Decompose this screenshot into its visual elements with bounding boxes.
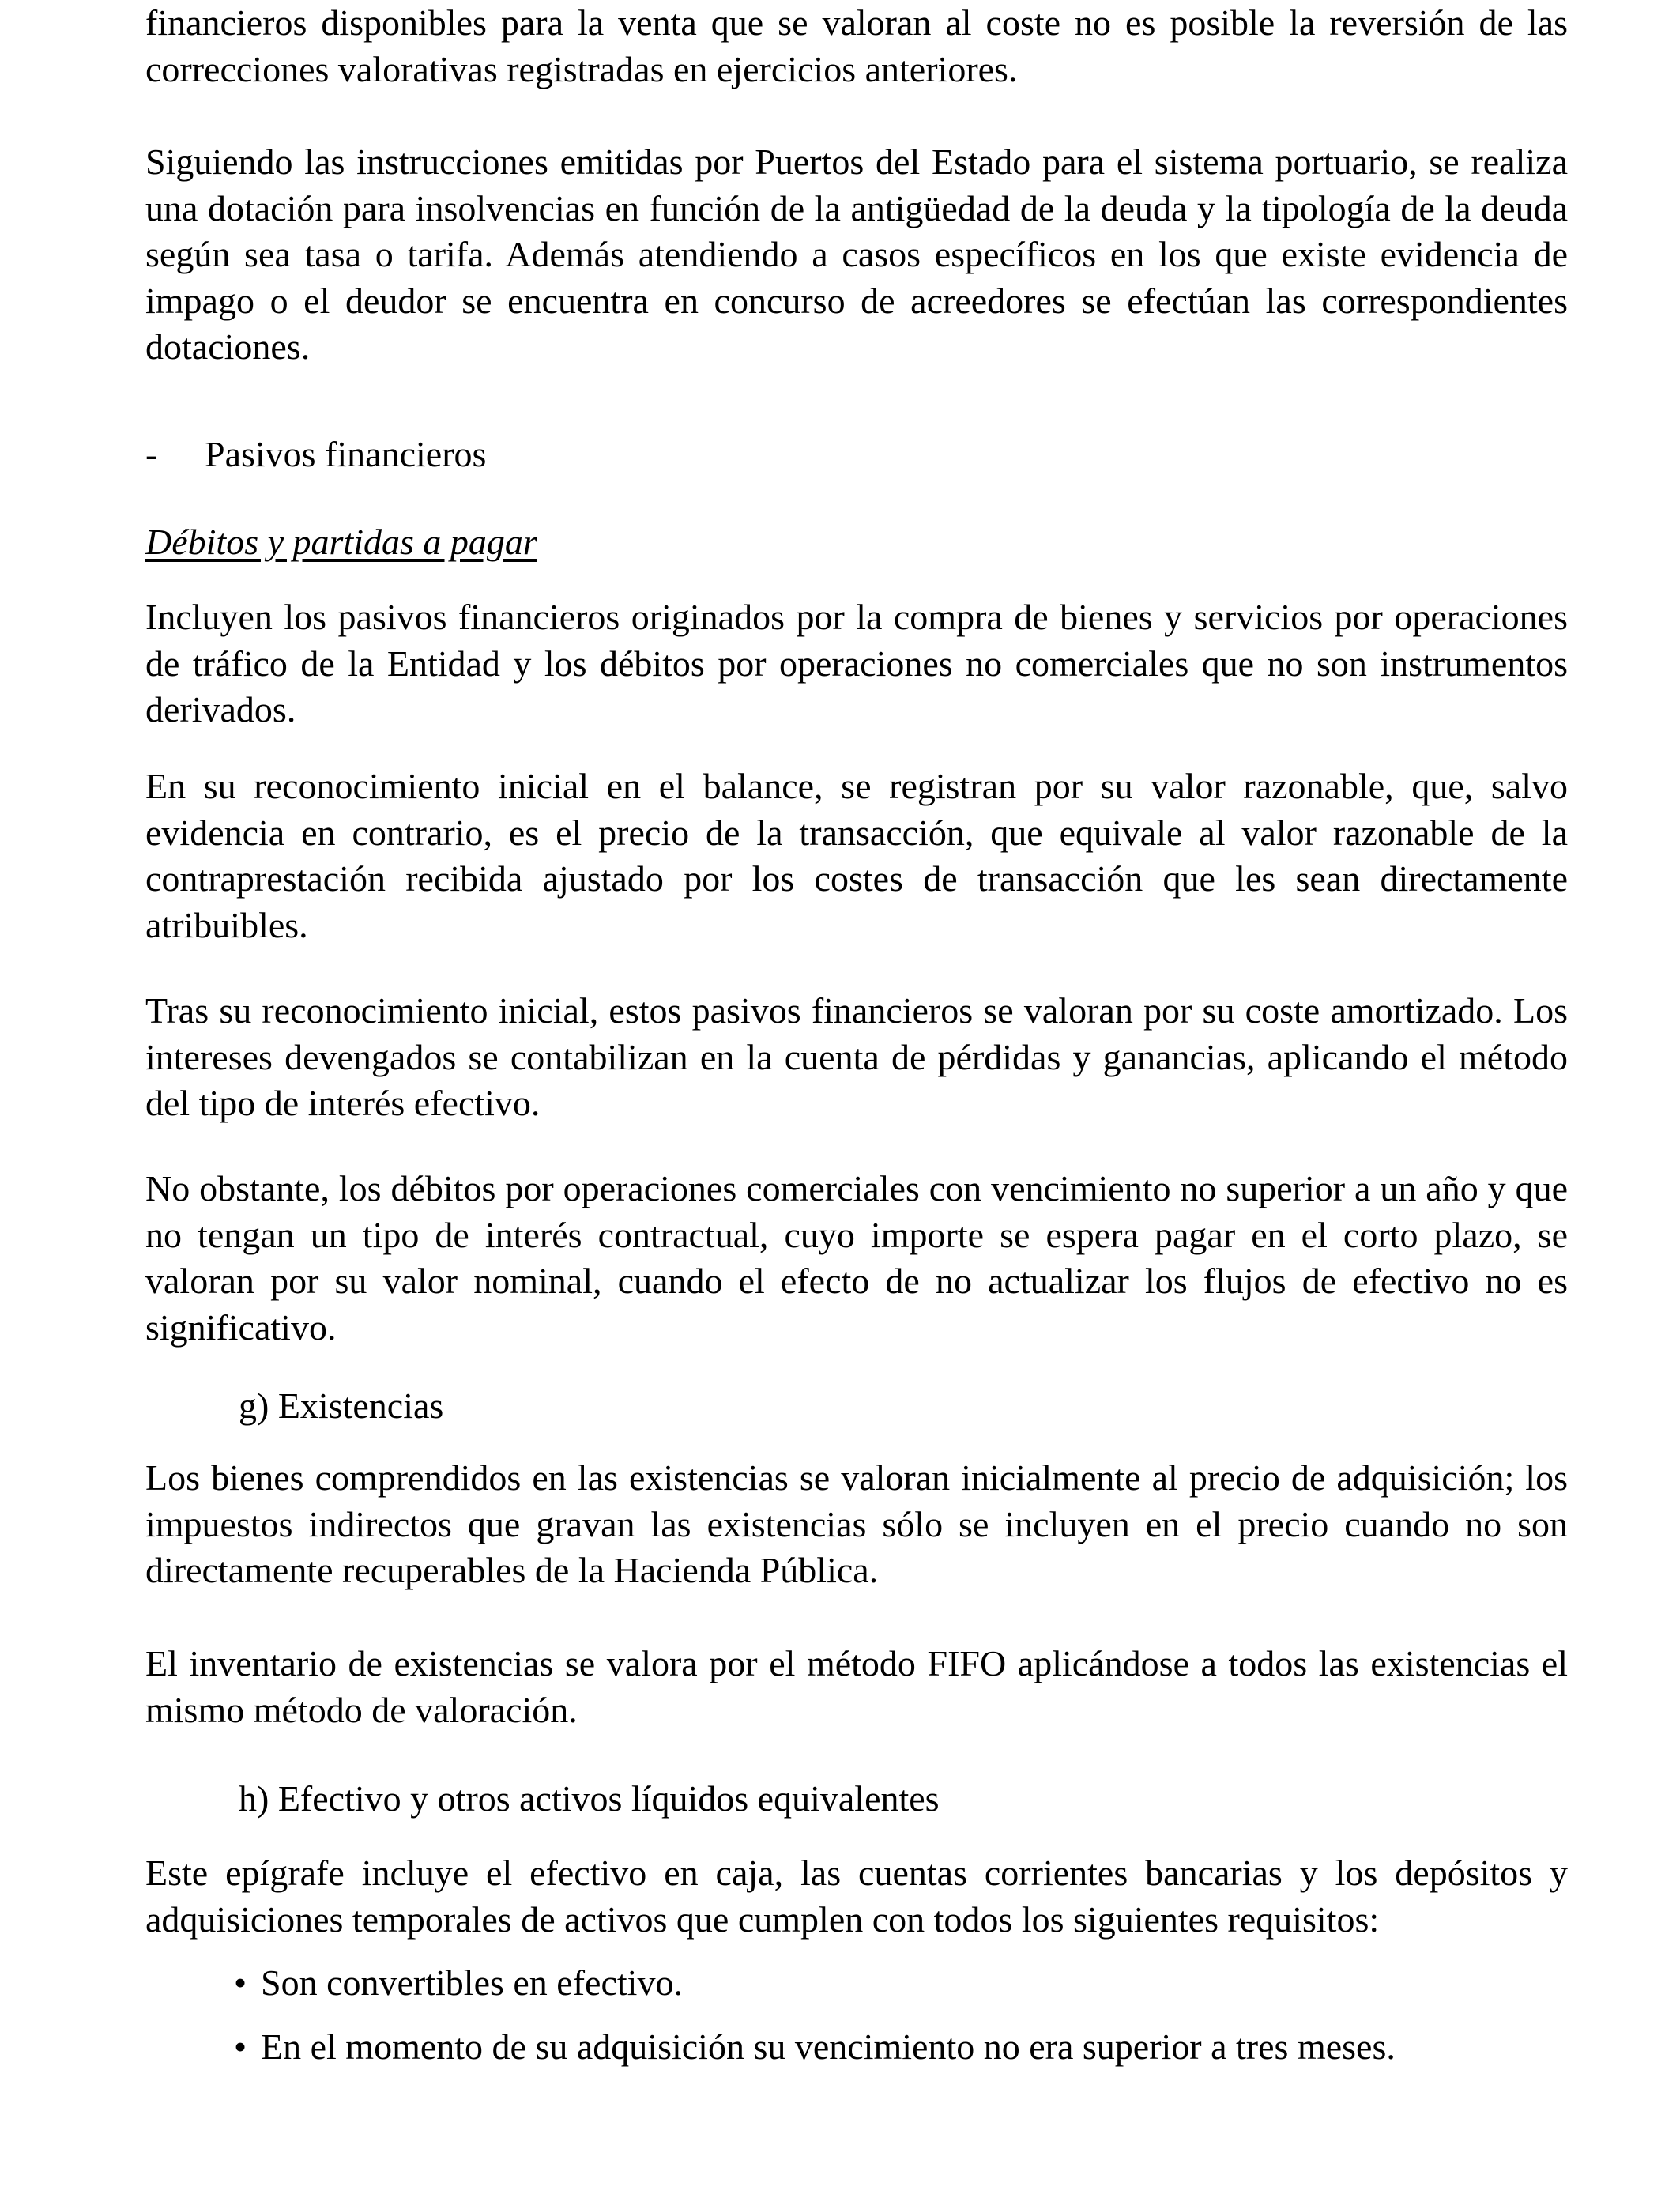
paragraph-no-obstante: No obstante, los débitos por operaciones comerciales con vencimiento no superior a un año y que no tengan un tipo de interés contractual, cuyo importe se espera pagar en el corto plazo, se valoran por su valor nominal, cuando el efecto de no actualizar los flujos de efectivo no es significativo. [145, 1168, 1568, 1348]
subtitle-debitos [145, 519, 1568, 566]
paragraph-insolvencias: Siguiendo las instrucciones emitidas por Puertos del Estado para el sistema portuario, se realiza una dotación para insolvencias en función de la antigüedad de la deuda y la tipología de la deuda según sea tasa o tarifa. Además atendiendo a casos específicos en los que existe evidencia de impago o el deudor se encuentra en concurso de acreedores se efectúan las correspondientes dotaciones. [145, 141, 1568, 367]
list-item-text: En el momento de su adquisición su vencimiento no era superior a tres meses. [261, 2026, 1396, 2067]
heading-existencias: g) Existencias [239, 1385, 444, 1426]
subtitle-debitos-text: Débitos y partidas a pagar [145, 522, 537, 562]
heading-pasivos-label: Pasivos financieros [205, 434, 487, 474]
paragraph-incluyen: Incluyen los pasivos financieros originados por la compra de bienes y servicios por operaciones de tráfico de la Entidad y los débitos por operaciones no comerciales que no son instrumentos derivados. [145, 597, 1568, 729]
paragraph-coste-amortizado: Tras su reconocimiento inicial, estos pasivos financieros se valoran por su coste amortizado. Los intereses devengados se contabilizan en la cuenta de pérdidas y ganancias, aplicando el método del tipo de interés efectivo. [145, 990, 1568, 1123]
dash-marker: - [145, 434, 158, 474]
list-item [234, 2024, 1656, 2071]
paragraph-inventario: El inventario de existencias se valora por el método FIFO aplicándose a todos las existencias el mismo método de valoración. [145, 1643, 1568, 1730]
heading-efectivo: h) Efectivo y otros activos líquidos equivalentes [239, 1778, 940, 1819]
bullet-icon: • [234, 2026, 247, 2067]
list-item-text: Son convertibles en efectivo. [261, 1962, 683, 2003]
paragraph-reversion: financieros disponibles para la venta que se valoran al coste no es posible la reversión de las correcciones valorativas registradas en ejercicios anteriores. [145, 2, 1568, 89]
paragraph-reconocimiento-inicial: En su reconocimiento inicial en el balance, se registran por su valor razonable, que, salvo evidencia en contrario, es el precio de la transacción, que equivale al valor razonable de la contraprestación recibida ajustado por los costes de transacción que les sean directamente atribuibles. [145, 766, 1568, 945]
heading-pasivos-financieros [145, 432, 1568, 478]
paragraph-bienes: Los bienes comprendidos en las existencias se valoran inicialmente al precio de adquisición; los impuestos indirectos que gravan las existencias sólo se incluyen en el precio cuando no son directamente recuperables de la Hacienda Pública. [145, 1457, 1568, 1590]
paragraph-epigrafe: Este epígrafe incluye el efectivo en caja, las cuentas corrientes bancarias y los depósitos y adquisiciones temporales de activos que cumplen con todos los siguientes requisitos: [145, 1853, 1568, 1940]
bullet-icon: • [234, 1962, 247, 2003]
list-item [234, 1960, 1656, 2007]
